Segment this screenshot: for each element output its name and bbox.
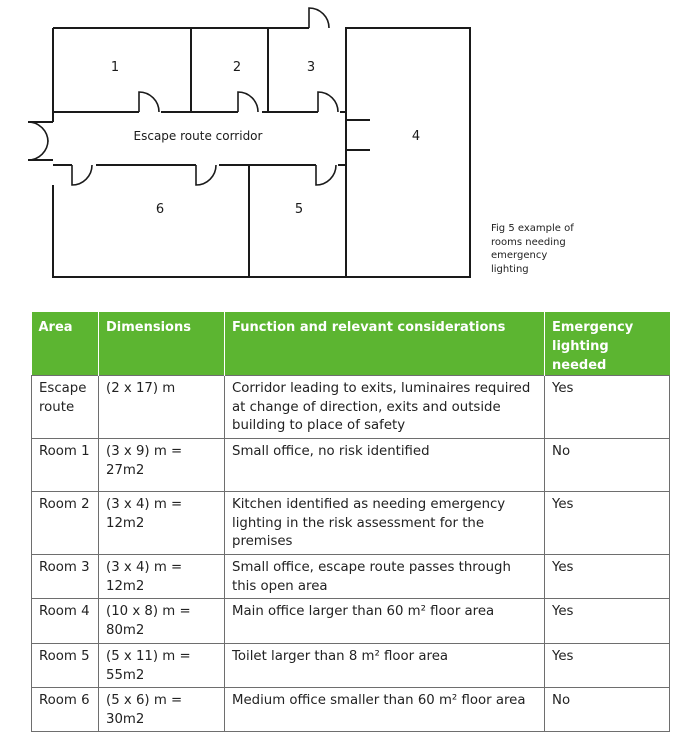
door-room1 [139, 92, 159, 112]
cell-area: Room 4 [32, 599, 99, 644]
cell-area: Escape route [32, 376, 99, 439]
table-row [32, 555, 670, 599]
room-1-label: 1 [110, 60, 120, 75]
door-room2 [238, 92, 258, 112]
door-room6-a [72, 165, 92, 185]
cell-area: Room 5 [32, 644, 99, 688]
table-row [32, 439, 670, 492]
cell-needed: Yes [545, 376, 670, 439]
cell-dimensions: (3 x 9) m = 27m2 [99, 439, 225, 492]
cell-dimensions: (2 x 17) m [99, 376, 225, 439]
room-6-label: 6 [155, 202, 165, 217]
table-row [32, 492, 670, 555]
header-needed: Emergency lighting needed [545, 312, 670, 376]
cell-area: Room 1 [32, 439, 99, 492]
cell-area: Room 2 [32, 492, 99, 555]
header-dimensions: Dimensions [99, 312, 225, 376]
door-top [309, 8, 329, 28]
cell-needed: Yes [545, 555, 670, 599]
cell-function: Main office larger than 60 m² floor area [225, 599, 545, 644]
cell-dimensions: (10 x 8) m = 80m2 [99, 599, 225, 644]
cell-function: Kitchen identified as needing emergency lighting in the risk assessment for the premises [225, 492, 545, 555]
header-area: Area [32, 312, 99, 376]
door-room3 [318, 92, 338, 112]
cell-dimensions: (3 x 4) m = 12m2 [99, 492, 225, 555]
cell-function: Small office, no risk identified [225, 439, 545, 492]
room-4-label: 4 [411, 129, 421, 144]
cell-function: Small office, escape route passes through this open area [225, 555, 545, 599]
door-room6-b [196, 165, 216, 185]
cell-needed: Yes [545, 644, 670, 688]
exit-west [28, 122, 53, 160]
room-5-label: 5 [294, 202, 304, 217]
header-function: Function and relevant considerations [225, 312, 545, 376]
cell-needed: Yes [545, 599, 670, 644]
room-2-label: 2 [232, 60, 242, 75]
cell-needed: Yes [545, 492, 670, 555]
cell-area: Room 3 [32, 555, 99, 599]
cell-dimensions: (3 x 4) m = 12m2 [99, 555, 225, 599]
table-row [32, 644, 670, 688]
room-3-label: 3 [306, 60, 316, 75]
cell-function: Corridor leading to exits, luminaires required at change of direction, exits and outside building to place of safety [225, 376, 545, 439]
lighting-table [31, 312, 670, 732]
cell-needed: No [545, 688, 670, 732]
cell-dimensions: (5 x 6) m = 30m2 [99, 688, 225, 732]
table-row [32, 599, 670, 644]
exit-east [346, 120, 370, 150]
cell-area: Room 6 [32, 688, 99, 732]
corridor-label: Escape route corridor [133, 129, 263, 143]
cell-dimensions: (5 x 11) m = 55m2 [99, 644, 225, 688]
table-row [32, 688, 670, 732]
floor-plan [0, 0, 690, 300]
table-header-row [32, 312, 670, 376]
cell-function: Toilet larger than 8 m² floor area [225, 644, 545, 688]
door-room5 [316, 165, 336, 185]
cell-function: Medium office smaller than 60 m² floor area [225, 688, 545, 732]
cell-needed: No [545, 439, 670, 492]
figure-caption: Fig 5 example of rooms needing emergency lighting [491, 223, 574, 275]
door-west [28, 122, 48, 160]
table-row [32, 376, 670, 439]
